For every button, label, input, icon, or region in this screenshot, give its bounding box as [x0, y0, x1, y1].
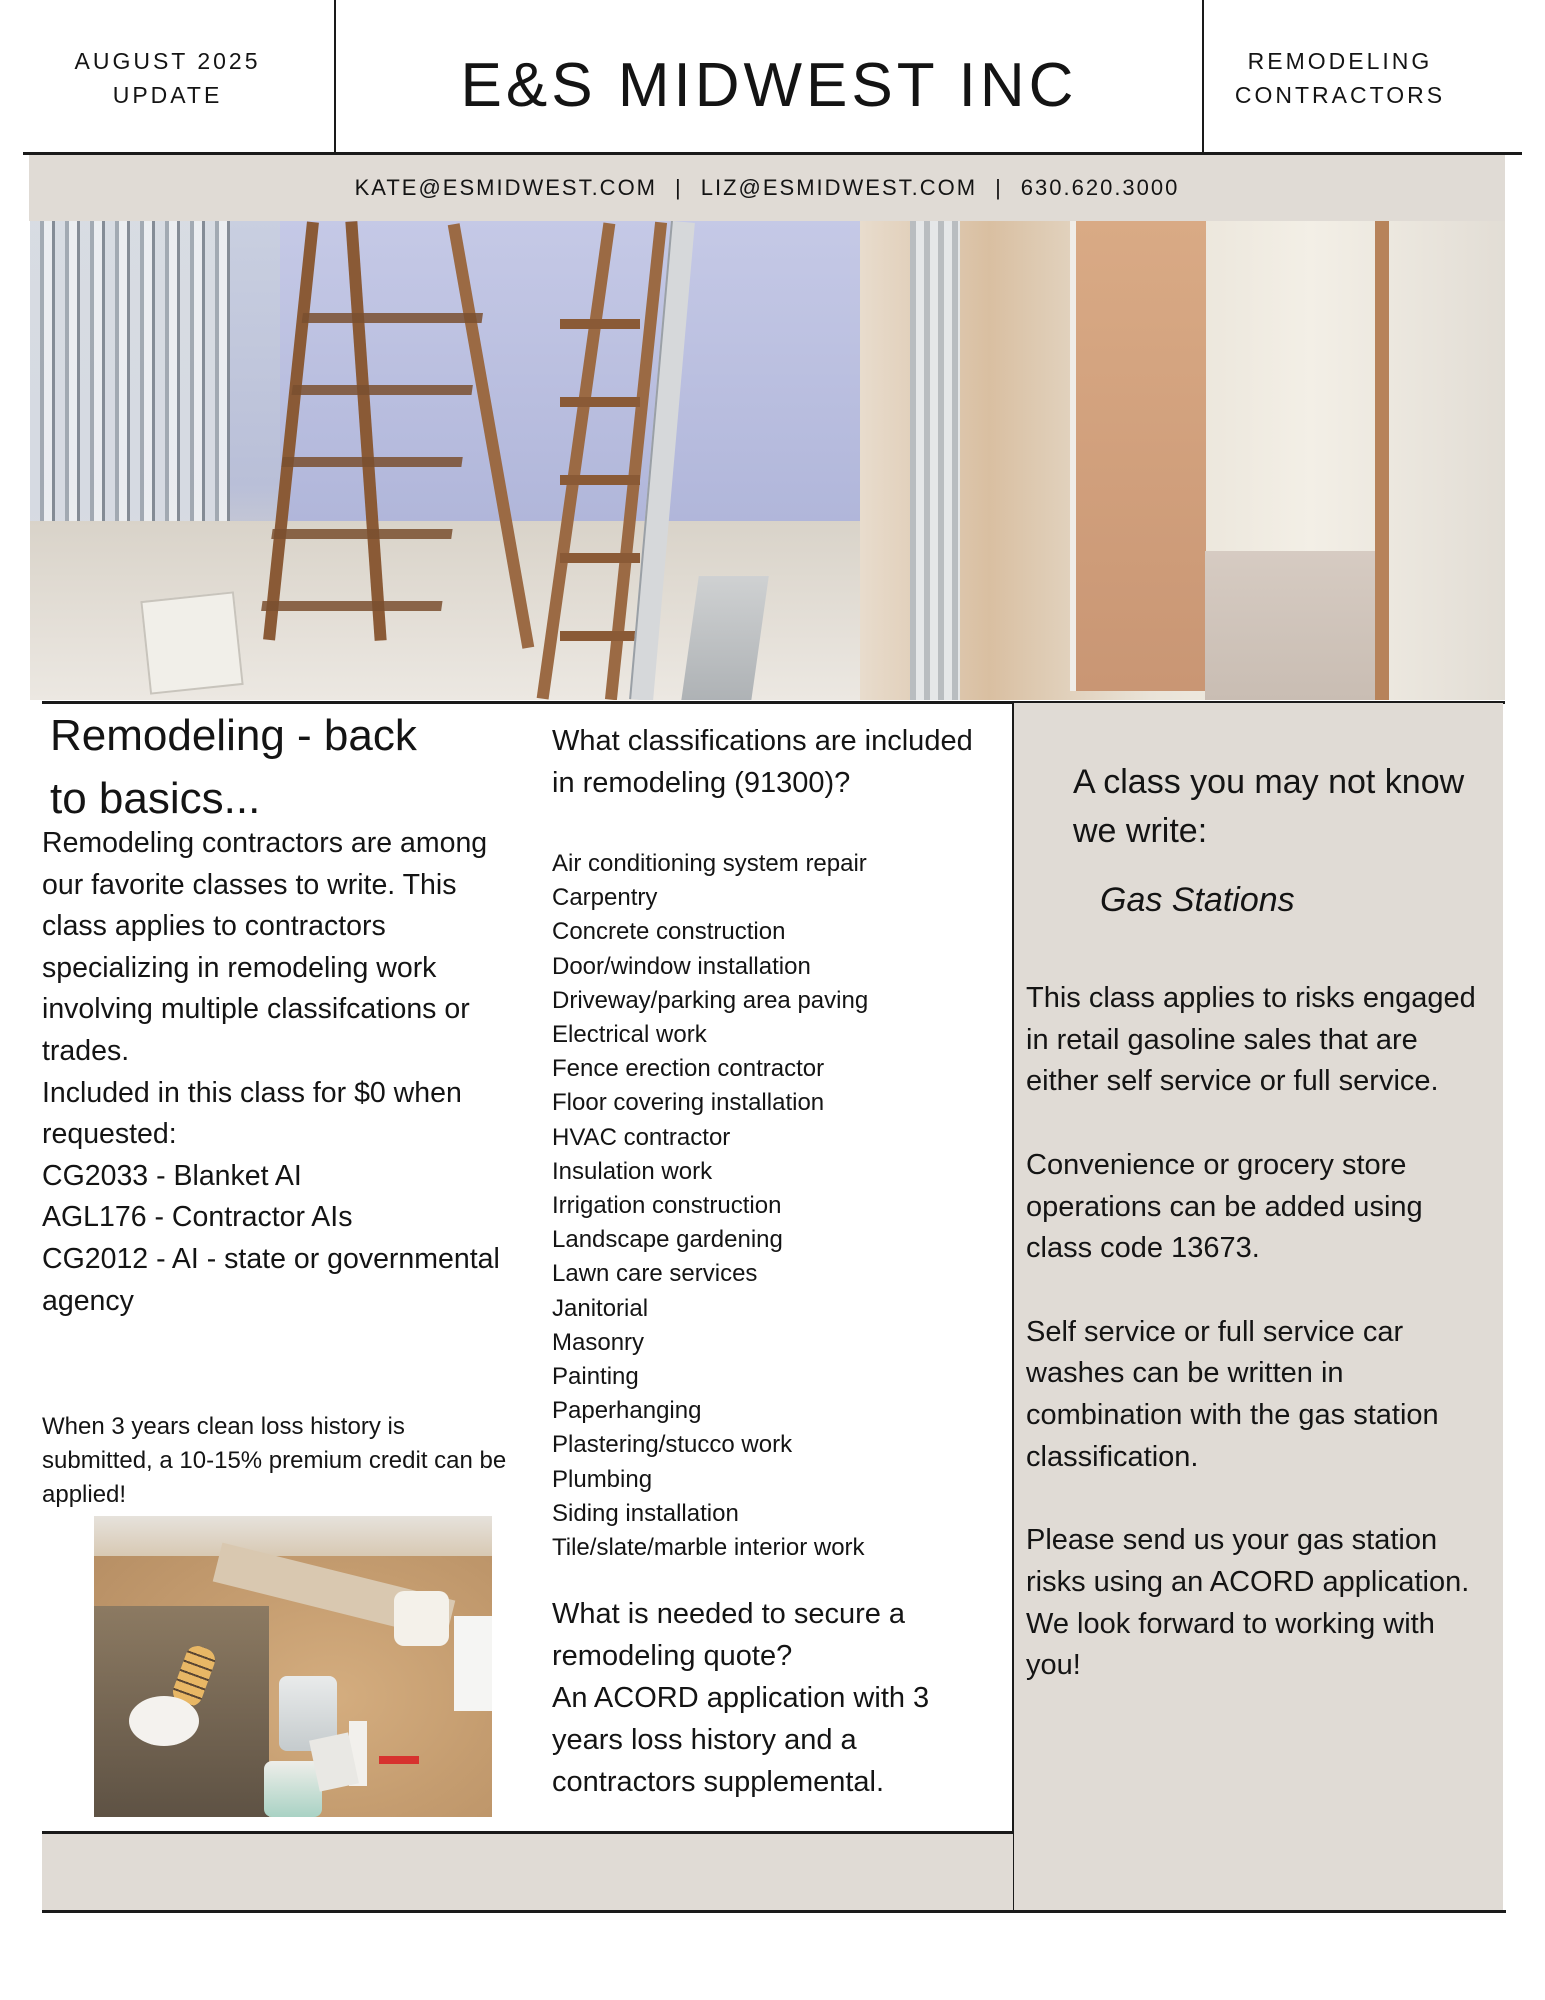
issue-type: UPDATE: [112, 82, 223, 108]
premium-credit-note: When 3 years clean loss history is submitted, a 10-15% premium credit can be applied!: [42, 1413, 507, 1508]
sidebar-paragraph: Self service or full service car washes can be written in combination with the gas station classification.: [1026, 1315, 1439, 1473]
list-item: Painting: [552, 1363, 639, 1391]
remodeling-description: [42, 823, 512, 1322]
endorsement-item: AGL176 - Contractor AIs: [42, 1201, 353, 1234]
list-item: HVAC contractor: [552, 1123, 731, 1151]
column-divider: [1012, 703, 1014, 1911]
list-item: Plastering/stucco work: [552, 1431, 793, 1459]
paint-supplies-photo: [94, 1516, 492, 1817]
business-type-line1: REMODELING: [1247, 48, 1433, 74]
list-item: Siding installation: [552, 1499, 739, 1527]
section-title-remodeling: [50, 704, 500, 830]
included-heading: Included in this class for $0 when requested:: [42, 1076, 462, 1151]
featured-class-name: Gas Stations: [1100, 881, 1295, 919]
photo-tape-roll: [129, 1696, 199, 1746]
photo-metal-frame: [910, 221, 960, 700]
sidebar-paragraph: This class applies to risks engaged in retail gasoline sales that are either self service or full service.: [1026, 982, 1476, 1098]
list-item: Fence erection contractor: [552, 1055, 825, 1083]
list-item: Door/window installation: [552, 952, 811, 980]
list-item: Lawn care services: [552, 1260, 758, 1288]
issue-date: AUGUST 2025: [74, 48, 261, 74]
quote-answer: An ACORD application with 3 years loss history and a contractors supplemental.: [552, 1682, 930, 1798]
quote-question: What is needed to secure a remodeling quote?: [552, 1598, 906, 1672]
sidebar-paragraph: Please send us your gas station risks using an ACORD application. We look forward to working with you!: [1026, 1524, 1470, 1682]
classifications-question: What classifications are included in remodeling (91300)?: [552, 725, 973, 799]
gas-station-details: [1026, 978, 1496, 1729]
contact-separator: |: [995, 175, 1003, 200]
footer-box: [42, 1834, 1013, 1911]
list-item: Janitorial: [552, 1294, 649, 1322]
list-item: Plumbing: [552, 1465, 653, 1493]
sidebar-paragraph: Convenience or grocery store operations can be added using class code 13673.: [1026, 1148, 1423, 1265]
section-title-line1: Remodeling - back: [50, 711, 417, 760]
header-divider-right: [1202, 0, 1204, 153]
quote-requirements: [552, 1593, 1002, 1803]
sidebar-heading: A class you may not know we write:: [1073, 763, 1465, 850]
photo-door-frame: [1375, 221, 1389, 700]
page-bottom-rule: [42, 1910, 1506, 1913]
list-item: Carpentry: [552, 884, 658, 912]
list-item: Paperhanging: [552, 1397, 702, 1425]
classifications-list: [552, 847, 1002, 1565]
endorsement-item: CG2033 - Blanket AI: [42, 1159, 302, 1192]
list-item: Masonry: [552, 1328, 645, 1356]
photo-bucket: [140, 591, 243, 694]
photo-ladder-rungs: [560, 251, 640, 691]
email-link-liz[interactable]: LIZ@ESMIDWEST.COM: [700, 175, 978, 200]
list-item: Insulation work: [552, 1157, 713, 1185]
hero-photo-renovation: [30, 221, 1505, 700]
photo-roller-handle: [379, 1756, 419, 1764]
email-link-kate[interactable]: KATE@ESMIDWEST.COM: [354, 175, 658, 200]
section-title-line2: to basics...: [50, 774, 261, 823]
list-item: Irrigation construction: [552, 1192, 782, 1220]
photo-metal-studs: [30, 221, 230, 521]
photo-door: [1070, 221, 1206, 691]
list-item: Concrete construction: [552, 918, 786, 946]
contact-separator: |: [675, 175, 683, 200]
photo-hallway-floor: [1205, 551, 1375, 700]
phone-number[interactable]: 630.620.3000: [1020, 175, 1180, 200]
list-item: Tile/slate/marble interior work: [552, 1534, 865, 1562]
business-type-line2: CONTRACTORS: [1234, 82, 1446, 108]
list-item: Electrical work: [552, 1021, 707, 1049]
company-name: E&S MIDWEST INC: [460, 51, 1078, 120]
list-item: Driveway/parking area paving: [552, 986, 869, 1014]
photo-paint-can: [394, 1591, 449, 1646]
intro-paragraph: Remodeling contractors are among our favorite classes to write. This class applies to contractors specializing in remodeling work involving multiple classifcations or trades.: [42, 827, 488, 1067]
business-type-label: [1205, 44, 1475, 112]
issue-date-label: [40, 44, 295, 112]
photo-paint-can: [264, 1761, 322, 1817]
photo-jug: [454, 1616, 492, 1711]
contact-band: [29, 155, 1505, 221]
list-item: Floor covering installation: [552, 1089, 825, 1117]
list-item: Air conditioning system repair: [552, 850, 867, 877]
endorsement-item: CG2012 - AI - state or governmental agency: [42, 1242, 500, 1317]
list-item: Landscape gardening: [552, 1226, 783, 1254]
photo-wall-corner: [94, 1516, 492, 1556]
